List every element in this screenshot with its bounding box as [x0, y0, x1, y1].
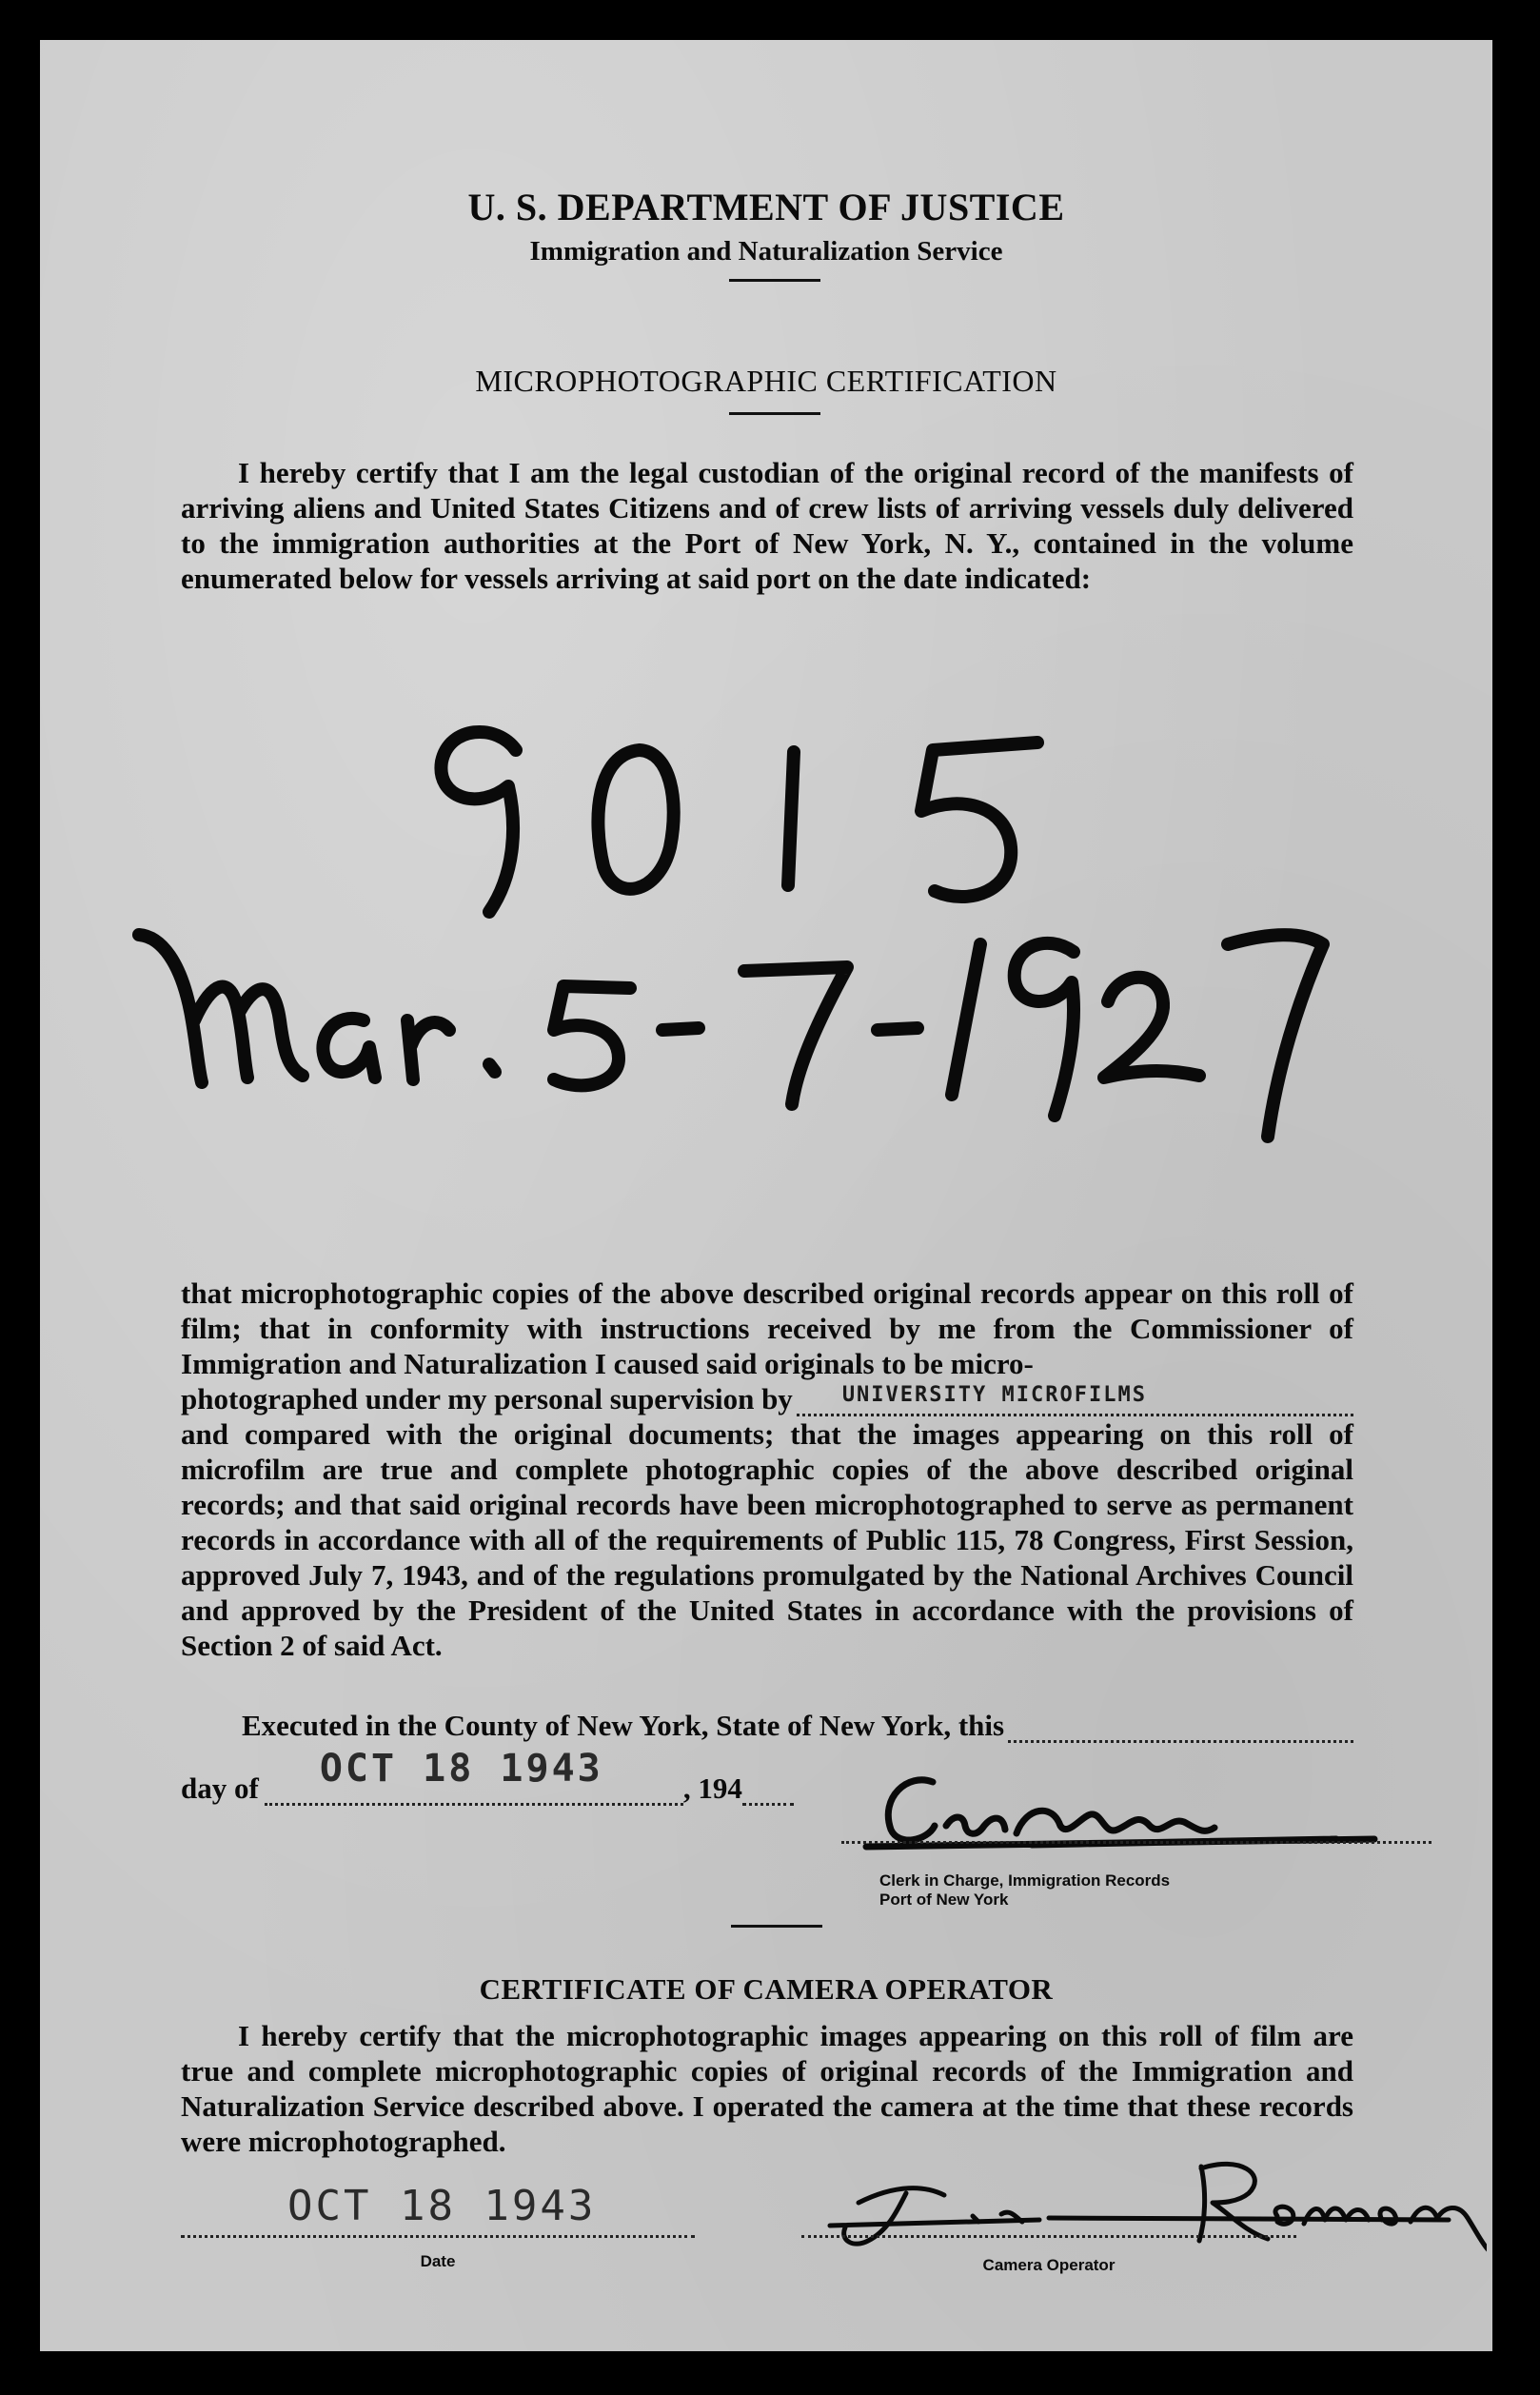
body-paragraph [181, 1276, 1353, 1663]
day-of-fill-line [265, 1747, 683, 1806]
camera-text: I hereby certify that the microphotographic images appearing on this roll of film are true and complete microphotographic copies of original records of the Immigration and Naturalization Service described above. I operated the camera at the time that these records were microphotographed. [181, 2019, 1353, 2158]
clerk-title: Clerk in Charge, Immigration Records [879, 1871, 1171, 1890]
intro-text: I hereby certify that I am the legal custodian of the original record of the manifests of arriving aliens and United States Citizens and of crew lists of arriving vessels duly delivered to the immigration authorities at the Port of New York, N. Y., contained in the volume enumerated below for vessels arriving at said port on the date indicated: [181, 456, 1353, 595]
day-of-label: day of [181, 1772, 259, 1805]
certificate-sheet [40, 40, 1492, 2351]
supervision-line [181, 1381, 1353, 1416]
divider-top [729, 279, 820, 282]
camera-date-line [181, 2235, 695, 2238]
typed-company-name: UNIVERSITY MICROFILMS [841, 1383, 1147, 1407]
body-text-part1: that microphotographic copies of the above described original records appear on this roll of film; that in conformity with instructions received by me from the Commissioner of Immigration and Naturalization I caused said originals to be micro- [181, 1277, 1353, 1380]
intro-paragraph [181, 455, 1353, 596]
handwritten-date-range [135, 878, 1372, 1154]
camera-stamped-date: OCT 18 1943 [287, 2182, 597, 2230]
divider-camera [731, 1925, 822, 1928]
date-range-drawing [135, 878, 1372, 1154]
executed-line [242, 1708, 1353, 1743]
body-text-part2: and compared with the original documents; that the images appearing on this roll of microfilm are true and complete photographic copies of the above described original records; and that said original records have been microphotographed to serve as permanent records in accordance with all of the requirements of Public 115, 78 Congress, First Session, approved July 7, 1943, and of the regulations promulgated by the National Archives Council and approved by the President of the United States in accordance with the provisions of Section 2 of said Act. [181, 1417, 1353, 1662]
camera-date-block [181, 2182, 695, 2286]
executed-fill-line [1008, 1717, 1353, 1743]
year-prefix: , 194 [682, 1772, 742, 1805]
camera-operator-signature [801, 2146, 1487, 2260]
certification-title: MICROPHOTOGRAPHIC CERTIFICATION [475, 364, 1057, 398]
camera-certificate-title: CERTIFICATE OF CAMERA OPERATOR [479, 1972, 1054, 2006]
year-fill-line [742, 1780, 794, 1806]
executed-text: Executed in the County of New York, State of New York, this [242, 1709, 1005, 1742]
supervision-lead: photographed under my personal supervision by [181, 1382, 793, 1415]
supervision-fill-line [797, 1383, 1353, 1416]
divider-second [729, 412, 820, 415]
service-subheading: Immigration and Naturalization Service [529, 236, 1003, 267]
camera-operator-label: Camera Operator [982, 2256, 1116, 2274]
camera-date-label: Date [420, 2252, 456, 2270]
clerk-signature-line [841, 1841, 1431, 1844]
camera-operator-block [801, 2146, 1487, 2298]
day-of-line [181, 1747, 866, 1806]
camera-operator-line [801, 2235, 1296, 2238]
camera-paragraph [181, 2018, 1353, 2159]
clerk-signature [841, 1759, 1431, 1864]
clerk-port: Port of New York [879, 1890, 1009, 1909]
execution-stamped-date: OCT 18 1943 [319, 1747, 603, 1791]
department-heading: U. S. DEPARTMENT OF JUSTICE [467, 186, 1065, 228]
clerk-signature-block [841, 1759, 1431, 1950]
